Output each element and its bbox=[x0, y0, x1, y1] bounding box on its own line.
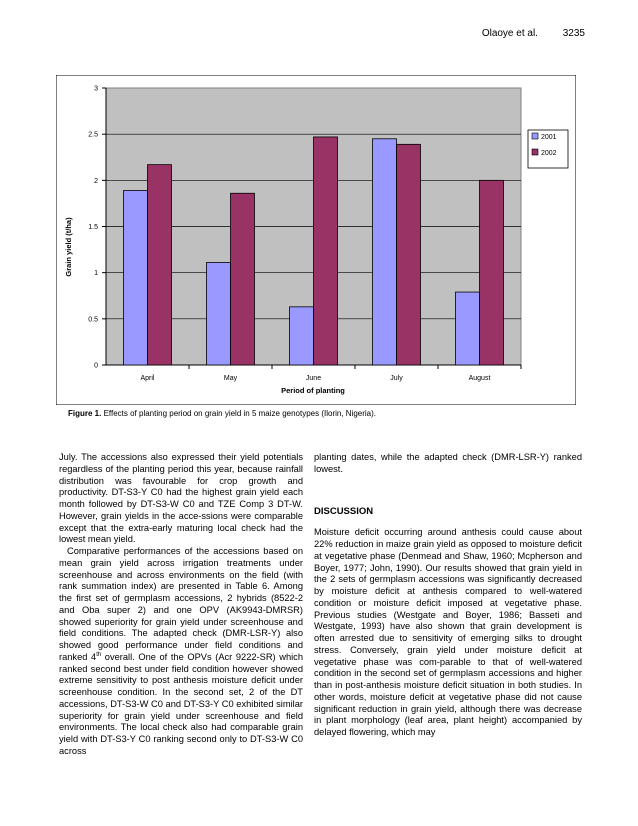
y-tick-label: 1 bbox=[94, 270, 98, 278]
figure-caption-text: Effects of planting period on grain yield in 5 maize genotypes (Ilorin, Nigeria). bbox=[101, 409, 377, 418]
paragraph: planting dates, while the adapted check (DMR-LSR-Y) ranked lowest. bbox=[314, 452, 582, 474]
y-tick-label: 2.5 bbox=[88, 131, 98, 139]
bar-2002-july bbox=[397, 144, 421, 365]
page-number: 3235 bbox=[562, 28, 585, 39]
bar-2002-april bbox=[148, 165, 172, 365]
section-heading: DISCUSSION bbox=[314, 505, 374, 517]
x-tick-label: June bbox=[305, 375, 322, 382]
bar-2001-june bbox=[290, 307, 314, 365]
x-tick-label: May bbox=[223, 375, 238, 382]
bar-2002-august bbox=[480, 180, 504, 365]
right-text-column bbox=[314, 452, 582, 739]
bar-2001-august bbox=[456, 292, 480, 365]
paragraph: July. The accessions also expressed their yield potentials regardless of the planting period this year, because rainfall distribution was favourable for crop growth and productivity. DT-S3-Y C0 had the highest grain yield each month followed by DT-S3-W C0 and TZE Comp 3 DT-W. However, grain yields in the acce-ssions were comparable except that the extra-early maturing local check had the lowest mean yield. bbox=[59, 452, 303, 545]
y-tick-label: 0.5 bbox=[88, 316, 98, 324]
y-tick-label: 3 bbox=[94, 85, 98, 93]
legend-label: 2002 bbox=[541, 150, 557, 157]
page-header bbox=[460, 28, 585, 39]
y-tick-label: 2 bbox=[94, 177, 98, 185]
grain-yield-bar-chart bbox=[56, 75, 576, 405]
bar-2001-april bbox=[124, 190, 148, 365]
running-authors: Olaoye et al. bbox=[481, 28, 538, 39]
paragraph bbox=[59, 546, 303, 758]
bar-2001-may bbox=[207, 263, 231, 365]
legend-label: 2001 bbox=[541, 134, 557, 141]
y-tick-label: 1.5 bbox=[88, 224, 98, 231]
paragraph-part: overall. One of the OPVs (Acr 9222-SR) which ranked second best under field condition however showed extreme sensitivity to post anthesis moisture deficit under screenhouse condition. In the second set, 2 of the DT accessions, DT-S3-W C0 and DT-S3-Y C0 exhibited similar superiority for grain yield under screenhouse and field environments. The local check also had comparable grain yield with DT-S3-Y C0 ranking second only to DT-S3-W C0 across bbox=[59, 651, 303, 756]
superscript: th bbox=[96, 651, 102, 658]
legend-swatch bbox=[532, 149, 538, 155]
bar-2001-july bbox=[373, 139, 397, 365]
x-tick-label: August bbox=[468, 375, 491, 382]
x-tick-label: April bbox=[140, 375, 155, 382]
y-tick-label: 0 bbox=[94, 362, 98, 370]
bar-2002-june bbox=[314, 137, 338, 365]
left-text-column bbox=[59, 452, 303, 758]
paragraph-part: Comparative performances of the accessions based on mean grain yield across irrigation treatments under screenhouse and across environments on the field (with rank summation index) are presented in Table 6. Among the first set of germplasm accessions, 2 hybrids (8522-2 and Oba super 2) and one OPV (AK9943-DMRSR) showed superiority for grain yield under screenhouse and field conditions. The adapted check (DMR-LSR-Y) also showed good performance under field conditions and ranked 4 bbox=[59, 546, 303, 662]
paragraph: Moisture deficit occurring around anthesis could cause about 22% reduction in maize grain yield as opposed to moisture deficit at vegetative phase (Denmead and Shaw, 1960; Mcpherson and Boyer, 1977; John, 1990). Our results showed that grain yield in the 2 sets of germplasm accessions was significantly decreased by moisture deficit at anthesis compared to well-watered condition or moisture deficit imposed at vegetative phase. Previous studies (Westgate and Boyer, 1986; Basseti and Westgate, 1993) have also shown that grain development is often arrested due to sensitivity of emerging silks to drought stress. Conversely, grain yield under moisture deficit at vegetative phase was com-parable to that of well-watered condition in the second set of germplasm accessions and higher than in post-anthesis moisture deficit situation in both studies. In other words, moisture deficit at vegetative phase did not cause significant reduction in grain yield, although there was decrease in plant morphology (leaf area, plant height) accompanied by delayed flowering, which may bbox=[314, 527, 582, 737]
x-axis-label: Period of planting bbox=[281, 386, 345, 395]
bar-2002-may bbox=[231, 193, 255, 365]
legend-swatch bbox=[532, 133, 538, 139]
y-axis-label: Grain yield (t/ha) bbox=[64, 217, 73, 277]
figure-caption bbox=[68, 409, 376, 418]
figure-label: Figure 1. bbox=[68, 409, 102, 418]
x-tick-label: July bbox=[390, 375, 403, 382]
